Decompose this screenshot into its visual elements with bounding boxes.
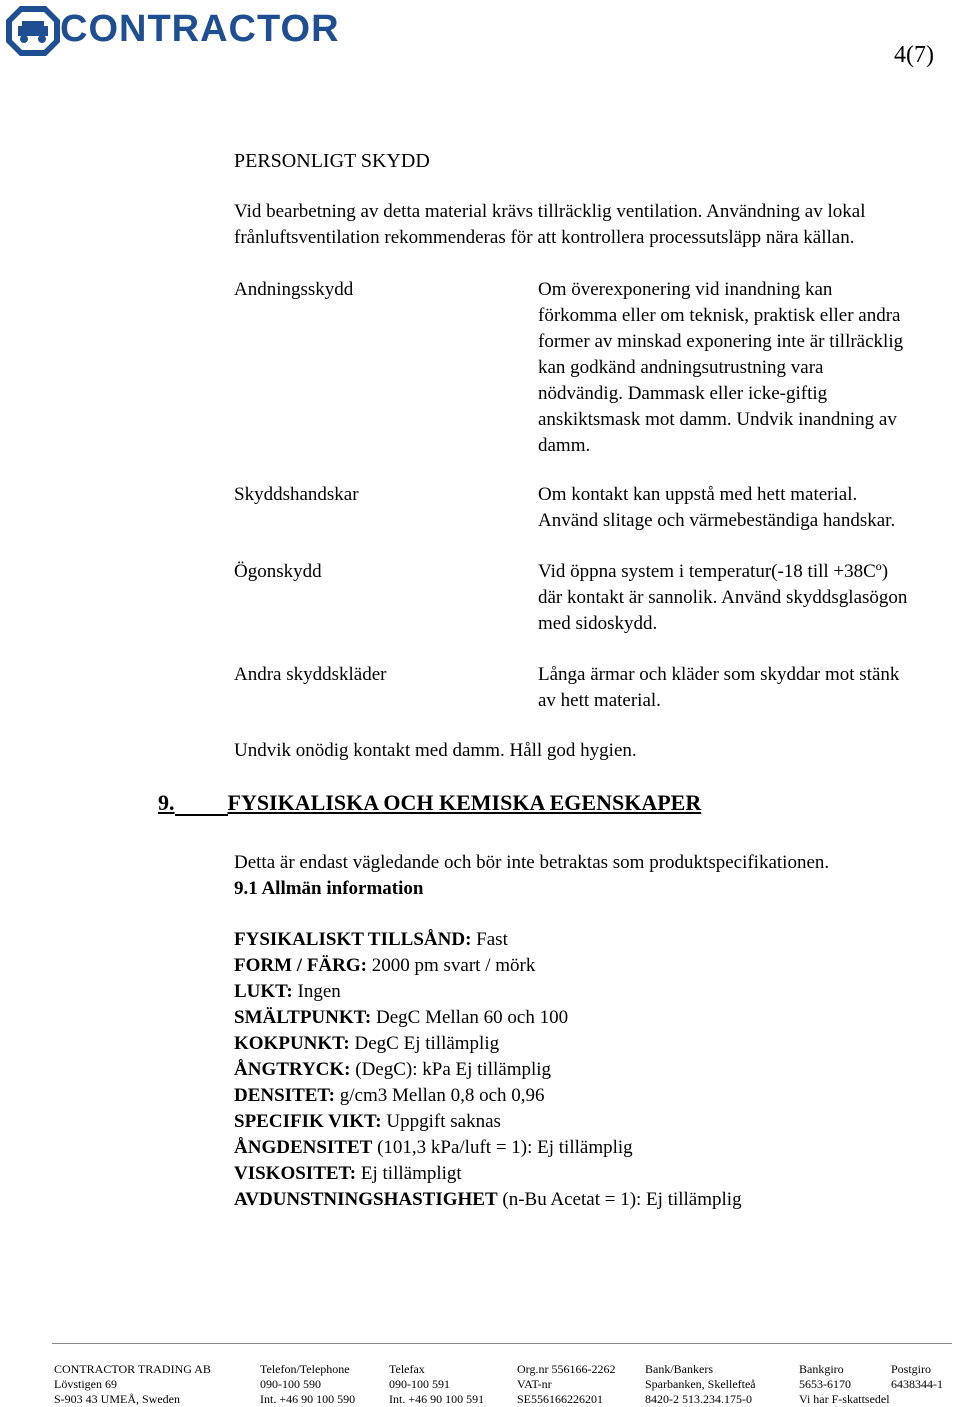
subheading-general-info: 9.1 Allmän information xyxy=(234,878,424,899)
section-9-heading xyxy=(158,790,788,820)
property-row xyxy=(234,979,742,1005)
respiratory-line: kan godkänd andningsutrustning vara xyxy=(538,357,824,378)
property-value: Uppgift saknas xyxy=(381,1111,501,1132)
property-key: KOKPUNKT: xyxy=(234,1033,350,1054)
footer-telefax xyxy=(389,1362,484,1407)
property-row xyxy=(234,1135,742,1161)
property-key: FYSIKALISKT TILLSÅND: xyxy=(234,929,472,950)
eye-line: Vid öppna system i temperatur(-18 till +38Cº) xyxy=(538,561,889,582)
gloves-line: Om kontakt kan uppstå med hett material. xyxy=(538,484,858,505)
property-key: DENSITET: xyxy=(234,1085,336,1106)
footer-line: Lövstigen 69 xyxy=(54,1377,117,1391)
footer-line: 090-100 590 xyxy=(260,1377,321,1391)
property-key: ÅNGDENSITET xyxy=(234,1137,373,1158)
property-value: Fast xyxy=(471,929,508,950)
property-key: ÅNGTRYCK: xyxy=(234,1059,351,1080)
intro-line-1: Vid bearbetning av detta material krävs tillräcklig ventilation. Användning av lokal xyxy=(234,201,866,222)
footer-line: 5653-6170 xyxy=(799,1377,851,1391)
respiratory-line: förkomma eller om teknisk, praktisk eller andra xyxy=(538,305,901,326)
footer-line: CONTRACTOR TRADING AB xyxy=(54,1362,211,1376)
property-row xyxy=(234,1109,742,1135)
footer-line: SE556166226201 xyxy=(517,1392,604,1406)
property-row xyxy=(234,1083,742,1109)
property-value: Ej tillämpligt xyxy=(356,1163,462,1184)
property-key: LUKT: xyxy=(234,981,293,1002)
property-key: FORM / FÄRG: xyxy=(234,955,367,976)
footer-line: Telefon/Telephone xyxy=(260,1362,350,1376)
footer-company xyxy=(54,1362,211,1407)
footer-bankgiro xyxy=(799,1362,890,1407)
eye-line: där kontakt är sannolik. Använd skyddsglasögon xyxy=(538,587,908,608)
section-title: FYSIKALISKA OCH KEMISKA EGENSKAPER xyxy=(227,790,702,815)
clothing-text xyxy=(538,662,899,714)
property-key: AVDUNSTNINGSHASTIGHET xyxy=(234,1189,498,1210)
label-protective-gloves: Skyddshandskar xyxy=(234,484,359,505)
property-value: DegC Mellan 60 och 100 xyxy=(371,1007,569,1028)
footer-line: Vi har F-skattsedel xyxy=(799,1392,890,1406)
section-9-note: Detta är endast vägledande och bör inte betraktas som produktspecifikationen. xyxy=(234,852,830,873)
footer-line: Telefax xyxy=(389,1362,425,1376)
logo-text: CONTRACTOR xyxy=(60,8,340,50)
respiratory-line: nödvändig. Dammask eller icke-giftig xyxy=(538,383,828,404)
property-row xyxy=(234,1161,742,1187)
intro-line-2: frånluftsventilation rekommenderas för att kontrollera processutsläpp nära källan. xyxy=(234,227,855,248)
section-title-personal-protection: PERSONLIGT SKYDD xyxy=(234,150,430,172)
label-eye-protection: Ögonskydd xyxy=(234,561,322,582)
label-respiratory-protection: Andningsskydd xyxy=(234,279,354,300)
property-key: VISKOSITET: xyxy=(234,1163,357,1184)
gloves-text xyxy=(538,482,895,534)
footer-bank xyxy=(645,1362,756,1407)
property-list xyxy=(234,927,742,1213)
footer-line: 090-100 591 xyxy=(389,1377,450,1391)
hygiene-note: Undvik onödig kontakt med damm. Håll god hygien. xyxy=(234,740,637,761)
eye-line: med sidoskydd. xyxy=(538,613,658,634)
footer-line: VAT-nr xyxy=(517,1377,552,1391)
section-number: 9. xyxy=(158,790,175,815)
property-row xyxy=(234,1031,742,1057)
respiratory-text xyxy=(538,277,903,459)
footer-line: Int. +46 90 100 591 xyxy=(389,1392,485,1406)
gloves-line: Använd slitage och värmebeständiga handskar. xyxy=(538,510,896,531)
footer-line: 6438344-1 xyxy=(891,1377,943,1391)
footer-line: Bank/Bankers xyxy=(645,1362,713,1376)
footer-line: Int. +46 90 100 590 xyxy=(260,1392,356,1406)
heading-underline-gap xyxy=(175,792,228,816)
property-value: (DegC): kPa Ej tillämplig xyxy=(350,1059,552,1080)
respiratory-line: damm. xyxy=(538,435,591,456)
property-value: Ingen xyxy=(292,981,341,1002)
footer-telephone xyxy=(260,1362,355,1407)
property-row xyxy=(234,1057,742,1083)
property-row xyxy=(234,927,742,953)
page-number: 4(7) xyxy=(894,42,934,68)
property-value: (101,3 kPa/luft = 1): Ej tillämplig xyxy=(372,1137,633,1158)
respiratory-line: anskiktsmask mot damm. Undvik inandning av xyxy=(538,409,897,430)
footer-line: S-903 43 UMEÅ, Sweden xyxy=(54,1392,180,1406)
respiratory-line: former av minskad exponering inte är tillräcklig xyxy=(538,331,904,352)
footer-line: Bankgiro xyxy=(799,1362,844,1376)
eye-text xyxy=(538,559,907,637)
property-row xyxy=(234,953,742,979)
footer-line: 8420-2 513.234.175-0 xyxy=(645,1392,752,1406)
property-value: g/cm3 Mellan 0,8 och 0,96 xyxy=(335,1085,545,1106)
footer-line: Sparbanken, Skellefteå xyxy=(645,1377,756,1391)
clothing-line: av hett material. xyxy=(538,690,661,711)
respiratory-line: Om överexponering vid inandning kan xyxy=(538,279,833,300)
property-row xyxy=(234,1187,742,1213)
property-key: SMÄLTPUNKT: xyxy=(234,1007,372,1028)
property-row xyxy=(234,1005,742,1031)
label-other-protective-clothing: Andra skyddskläder xyxy=(234,664,387,685)
footer-line: Postgiro xyxy=(891,1362,932,1376)
property-value: (n-Bu Acetat = 1): Ej tillämplig xyxy=(497,1189,742,1210)
property-key: SPECIFIK VIKT: xyxy=(234,1111,382,1132)
footer-postgiro xyxy=(891,1362,943,1392)
footer-divider xyxy=(52,1343,952,1344)
logo-emblem-icon xyxy=(4,4,62,58)
property-value: 2000 pm svart / mörk xyxy=(366,955,536,976)
clothing-line: Långa ärmar och kläder som skyddar mot stänk xyxy=(538,664,900,685)
footer-org xyxy=(517,1362,615,1407)
property-value: DegC Ej tillämplig xyxy=(349,1033,500,1054)
footer-line: Org.nr 556166-2262 xyxy=(517,1362,616,1376)
